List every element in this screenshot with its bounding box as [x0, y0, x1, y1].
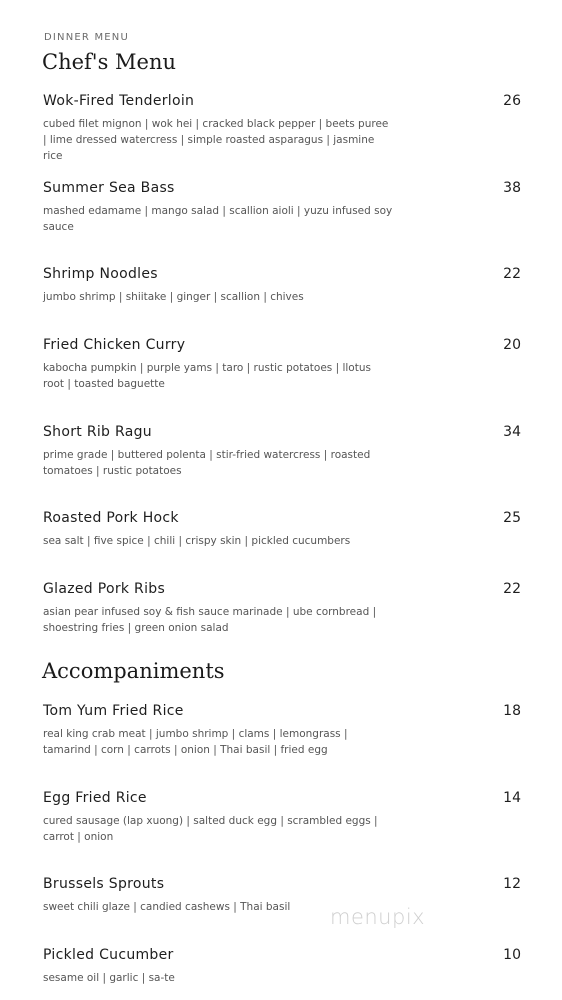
item-name: Wok-Fired Tenderloin [43, 93, 195, 109]
item-name: Glazed Pork Ribs [43, 581, 166, 597]
item-price: 20 [503, 337, 521, 353]
menu-item [43, 93, 521, 164]
item-price: 22 [503, 266, 521, 282]
menu-eyebrow: DINNER MENU [44, 32, 130, 43]
item-description: sweet chili glaze | candied cashews | Thai basil [43, 901, 291, 913]
item-name: Pickled Cucumber [43, 947, 174, 963]
menu-item [43, 424, 521, 479]
item-name: Brussels Sprouts [43, 876, 165, 892]
item-price: 18 [503, 703, 521, 719]
item-price: 14 [503, 790, 521, 806]
menu-item [43, 947, 521, 986]
section-title-accompaniments: Accompaniments [42, 659, 225, 683]
item-price: 12 [503, 876, 521, 892]
item-description: real king crab meat | jumbo shrimp | clams | lemongrass | tamarind | corn | carrots | onion | Thai basil | fried egg [43, 728, 348, 756]
menu-item [43, 581, 521, 636]
menu-item [43, 510, 521, 549]
menu-item [43, 180, 521, 235]
item-price: 38 [503, 180, 521, 196]
item-description: mashed edamame | mango salad | scallion aioli | yuzu infused soy sauce [43, 205, 393, 233]
menupix-watermark: menupix [330, 905, 426, 929]
item-description: sea salt | five spice | chili | crispy skin | pickled cucumbers [43, 535, 351, 547]
item-description: asian pear infused soy & fish sauce marinade | ube cornbread | shoestring fries | green onion salad [43, 606, 377, 634]
item-price: 22 [503, 581, 521, 597]
item-description: kabocha pumpkin | purple yams | taro | rustic potatoes | llotus root | toasted baguette [43, 362, 371, 390]
item-description: cubed filet mignon | wok hei | cracked black pepper | beets puree | lime dressed watercress | simple roasted asparagus | jasmine rice [43, 118, 389, 162]
item-price: 25 [503, 510, 521, 526]
item-price: 10 [503, 947, 521, 963]
item-name: Shrimp Noodles [43, 266, 158, 282]
item-price: 34 [503, 424, 521, 440]
item-name: Egg Fried Rice [43, 790, 147, 806]
item-name: Fried Chicken Curry [43, 337, 186, 353]
item-price: 26 [503, 93, 521, 109]
menu-item [43, 703, 521, 758]
item-description: jumbo shrimp | shiitake | ginger | scallion | chives [43, 291, 304, 303]
section-title-chefs-menu: Chef's Menu [42, 50, 176, 74]
item-name: Tom Yum Fried Rice [43, 703, 184, 719]
menu-item [43, 337, 521, 392]
item-description: sesame oil | garlic | sa-te [43, 972, 175, 984]
item-name: Roasted Pork Hock [43, 510, 179, 526]
menu-item [43, 876, 521, 915]
item-name: Short Rib Ragu [43, 424, 152, 440]
item-description: cured sausage (lap xuong) | salted duck egg | scrambled eggs | carrot | onion [43, 815, 378, 843]
menu-item [43, 790, 521, 845]
menu-item [43, 266, 521, 305]
item-description: prime grade | buttered polenta | stir-fried watercress | roasted tomatoes | rustic potatoes [43, 449, 371, 477]
item-name: Summer Sea Bass [43, 180, 175, 196]
